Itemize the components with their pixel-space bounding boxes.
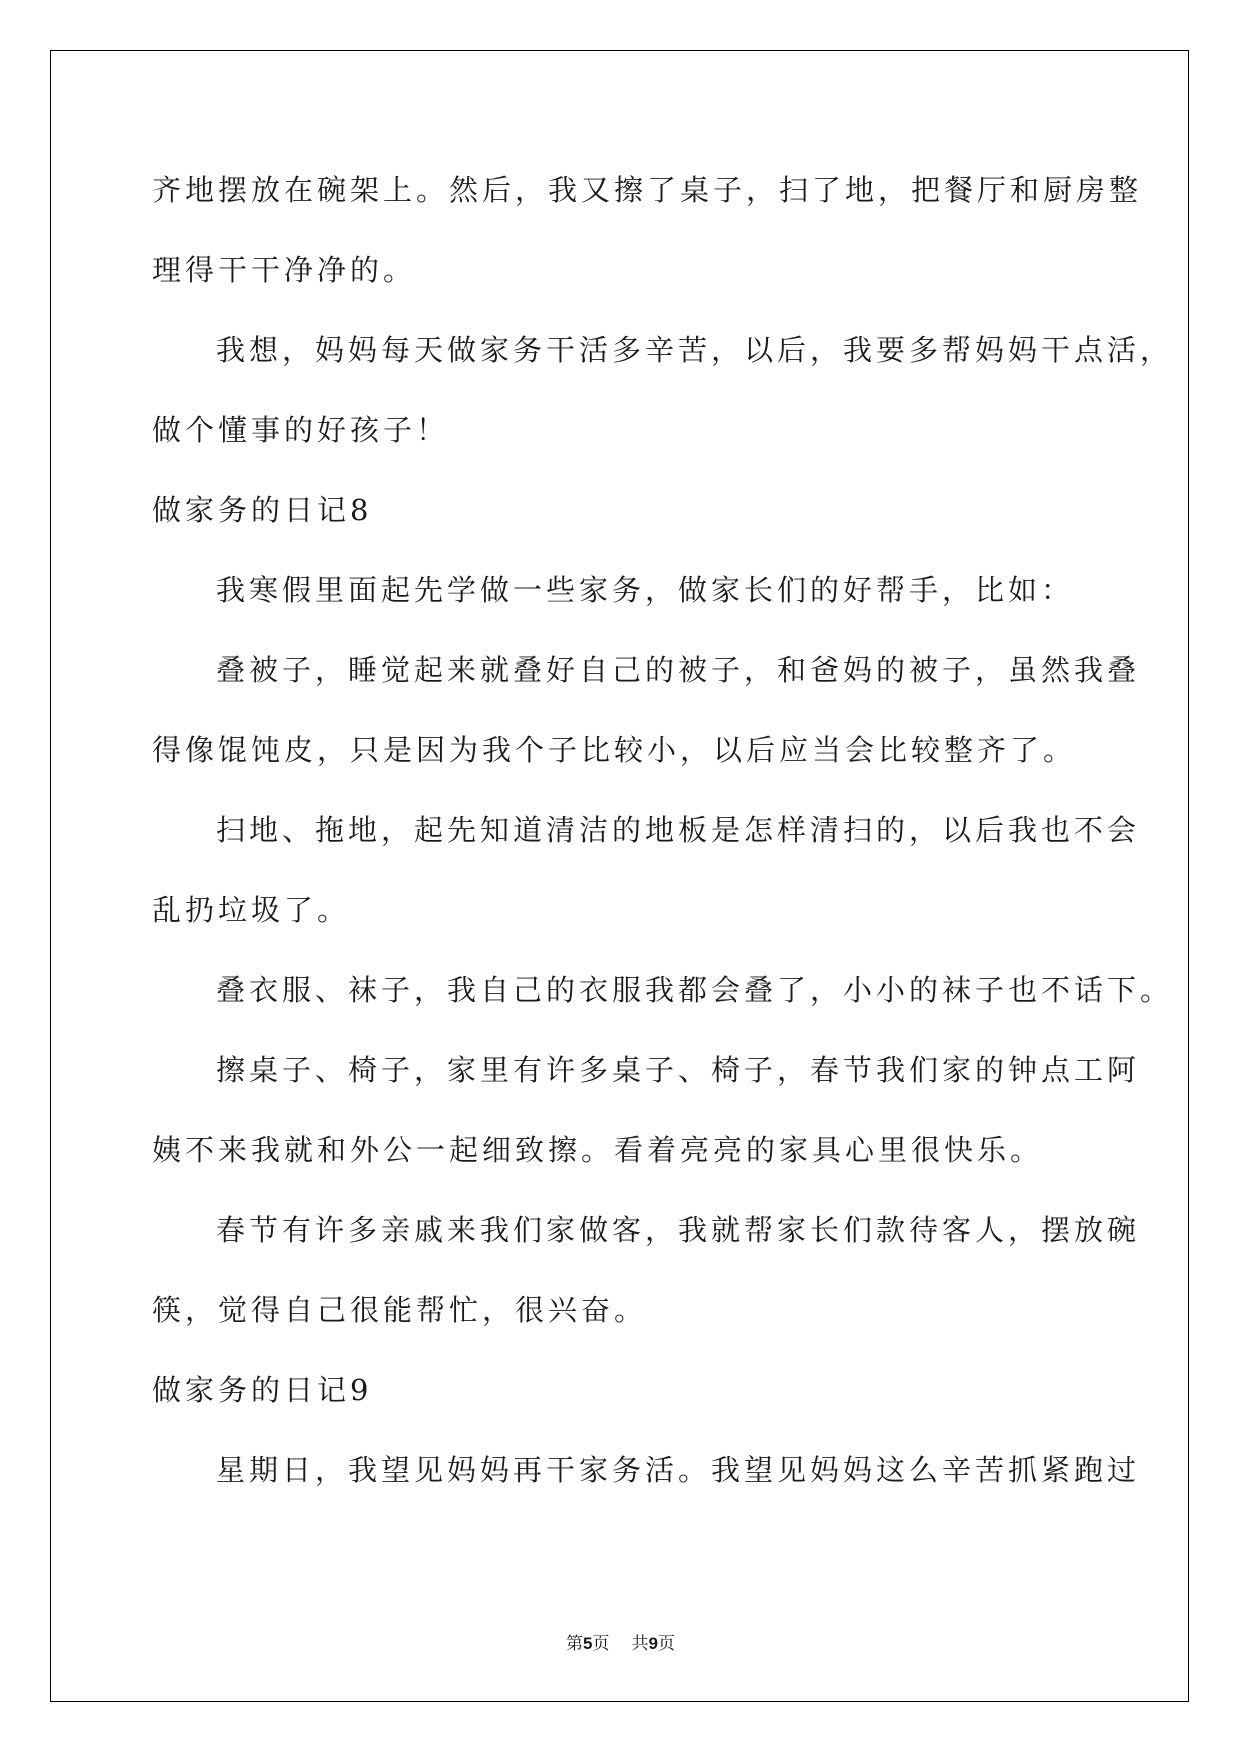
paragraph-line: 星期日，我望见妈妈再干家务活。我望见妈妈这么辛苦抓紧跑过 — [216, 1453, 1141, 1487]
paragraph-line: 擦桌子、椅子，家里有许多桌子、椅子，春节我们家的钟点工阿 — [216, 1053, 1141, 1087]
total-suffix: 页 — [657, 1634, 675, 1654]
paragraph-line: 做个懂事的好孩子！ — [152, 413, 450, 447]
paragraph-line: 得像馄饨皮，只是因为我个子比较小，以后应当会比较整齐了。 — [152, 733, 1077, 767]
paragraph-line: 姨不来我就和外公一起细致擦。看着亮亮的家具心里很快乐。 — [152, 1133, 1044, 1167]
page-number-footer — [0, 1635, 1241, 1653]
total-prefix: 共 — [631, 1634, 649, 1654]
page-suffix: 页 — [592, 1634, 610, 1654]
paragraph-line: 叠衣服、袜子，我自己的衣服我都会叠了，小小的袜子也不话下。 — [216, 973, 1174, 1007]
current-page-number: 5 — [583, 1634, 593, 1653]
section-heading: 做家务的日记8 — [152, 493, 373, 527]
paragraph-line: 筷，觉得自己很能帮忙，很兴奋。 — [152, 1293, 648, 1327]
page-prefix: 第 — [566, 1634, 584, 1654]
paragraph-line: 乱扔垃圾了。 — [152, 893, 351, 927]
paragraph-line: 齐地摆放在碗架上。然后，我又擦了桌子，扫了地，把餐厅和厨房整 — [152, 173, 1143, 207]
total-page-number: 9 — [648, 1634, 658, 1653]
paragraph-line: 叠被子，睡觉起来就叠好自己的被子，和爸妈的被子，虽然我叠 — [216, 653, 1141, 687]
paragraph-line: 春节有许多亲戚来我们家做客，我就帮家长们款待客人，摆放碗 — [216, 1213, 1141, 1247]
section-heading: 做家务的日记9 — [152, 1373, 373, 1407]
paragraph-line: 理得干干净净的。 — [152, 253, 417, 287]
paragraph-line: 扫地、拖地，起先知道清洁的地板是怎样清扫的，以后我也不会 — [216, 813, 1141, 847]
paragraph-line: 我寒假里面起先学做一些家务，做家长们的好帮手，比如： — [216, 573, 1075, 607]
paragraph-line: 我想，妈妈每天做家务干活多辛苦，以后，我要多帮妈妈干点活， — [216, 333, 1174, 367]
